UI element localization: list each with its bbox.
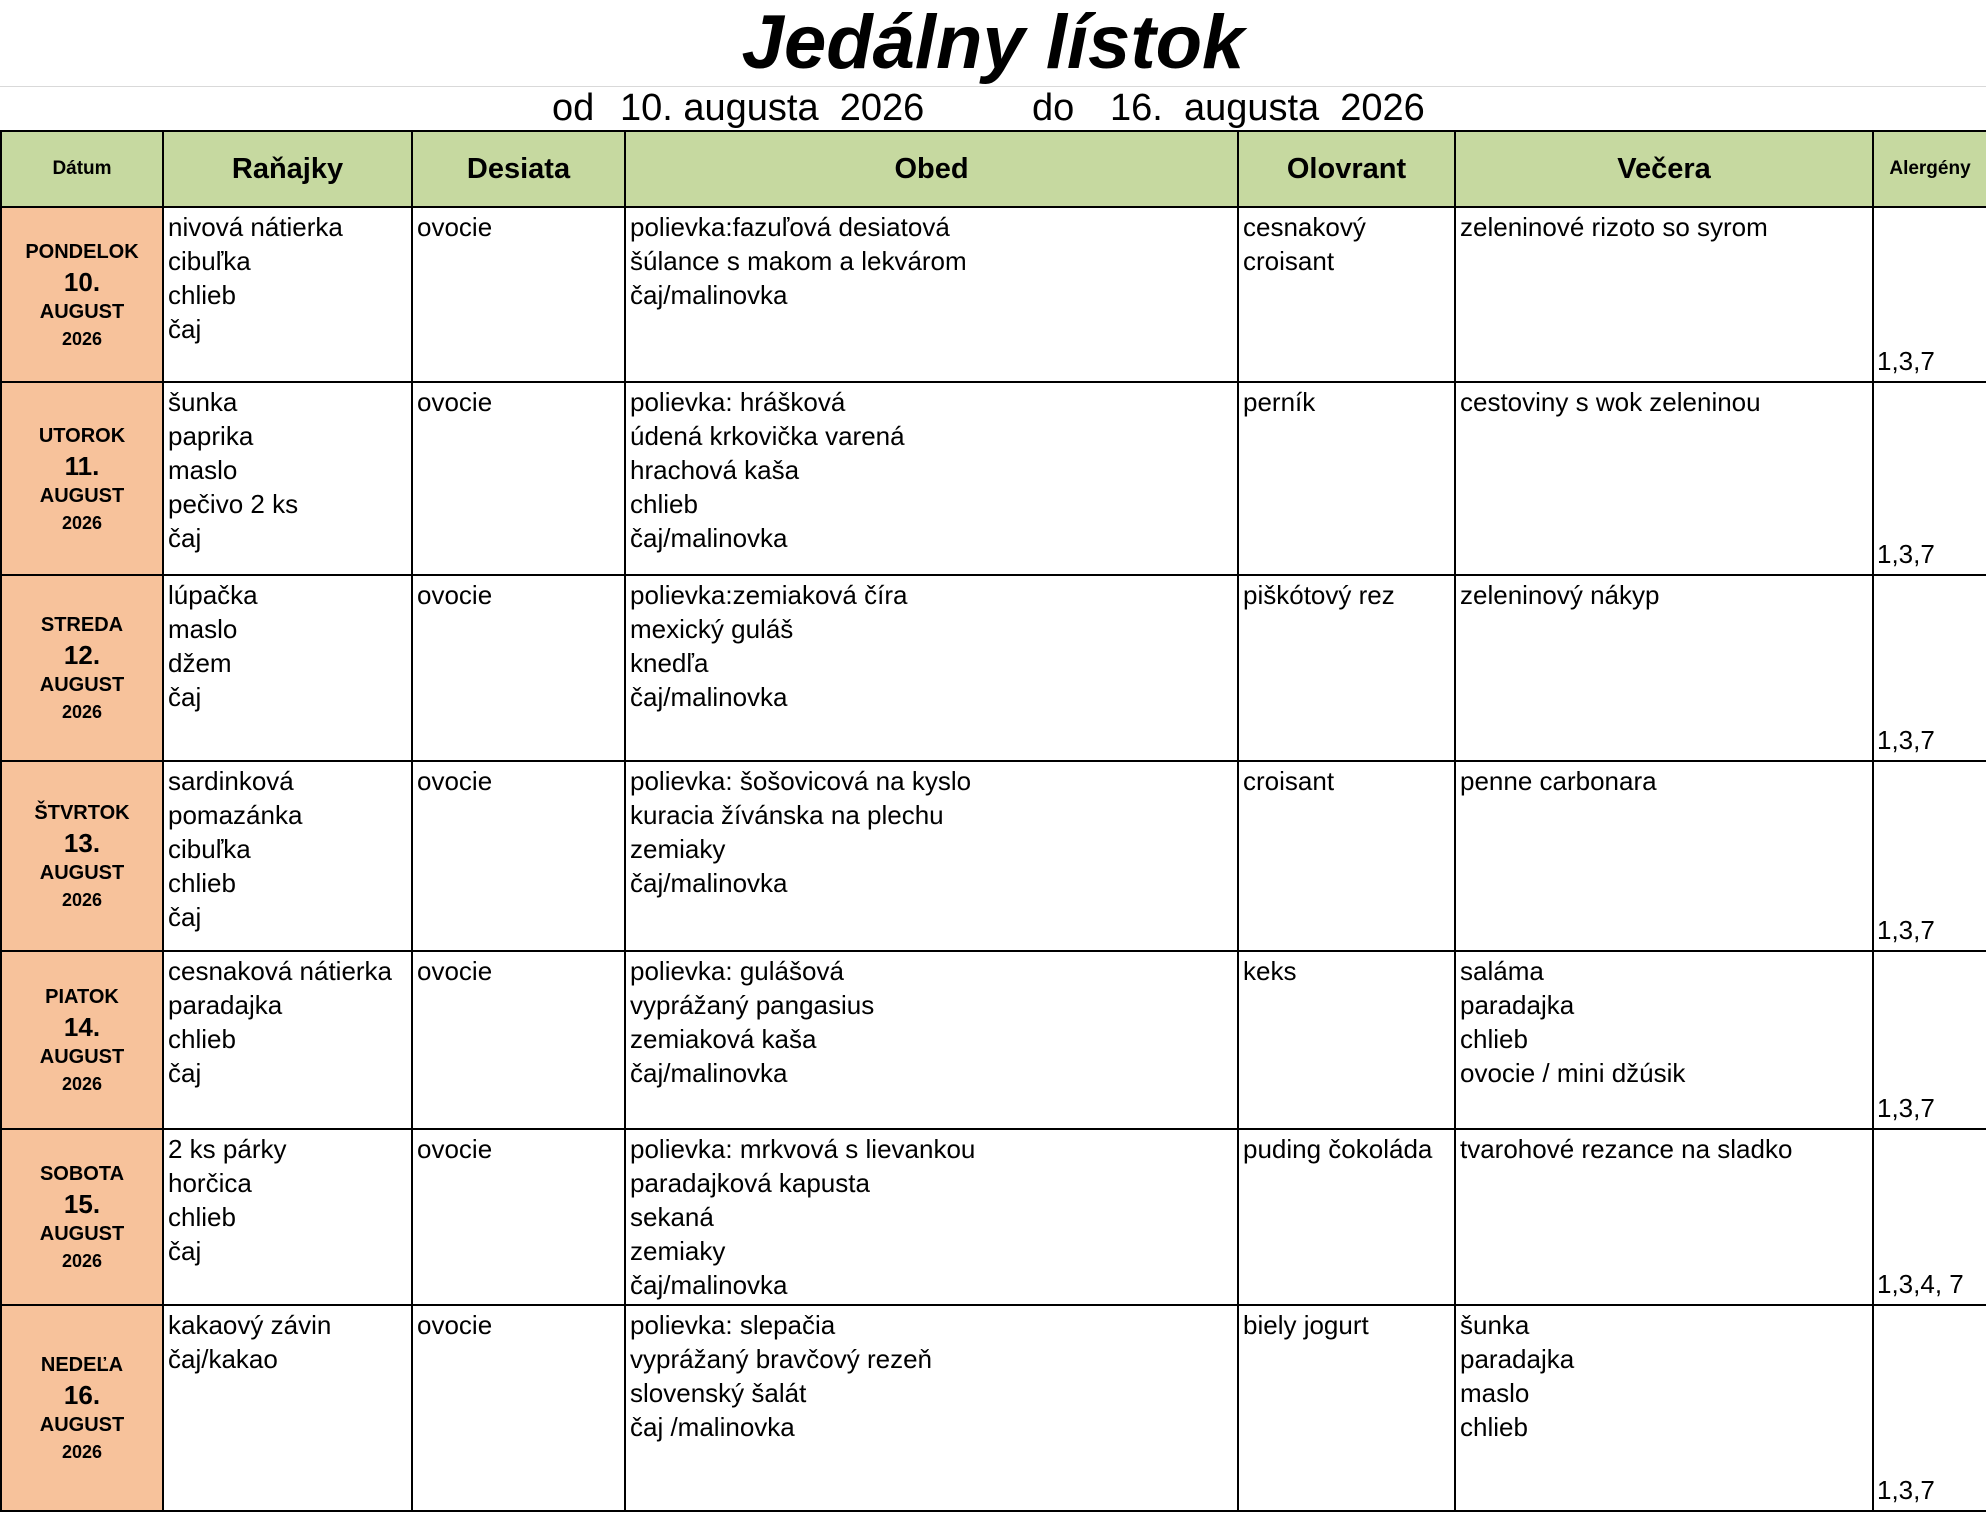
menu-item: hrachová kaša xyxy=(630,455,800,485)
menu-item: chlieb xyxy=(168,868,236,898)
desiata-cell xyxy=(412,1129,625,1305)
period-line xyxy=(0,86,1986,130)
menu-item: biely jogurt xyxy=(1243,1310,1369,1340)
menu-item: čaj xyxy=(168,902,202,932)
menu-item: polievka: slepačia xyxy=(630,1310,836,1340)
allergen-cell xyxy=(1873,207,1986,382)
allergen-cell xyxy=(1873,1129,1986,1305)
menu-item: sekaná xyxy=(630,1202,714,1232)
menu-item: ovocie xyxy=(417,212,493,242)
menu-item: chlieb xyxy=(630,489,698,519)
allergen-cell xyxy=(1873,575,1986,761)
menu-item: zeleninový nákyp xyxy=(1460,580,1660,610)
date-cell xyxy=(1,207,163,382)
menu-item: zemiaky xyxy=(630,1236,726,1266)
desiata-cell xyxy=(412,1305,625,1511)
header-row xyxy=(1,131,1986,207)
menu-item: horčica xyxy=(168,1168,252,1198)
period-from-label: od xyxy=(552,87,595,129)
year: 2026 xyxy=(61,702,103,722)
vecera-cell xyxy=(1455,1129,1873,1305)
menu-item: zemiaková kaša xyxy=(630,1024,817,1054)
menu-item: ovocie xyxy=(417,766,493,796)
year: 2026 xyxy=(61,1251,103,1271)
allergen-cell xyxy=(1873,1305,1986,1511)
header-obed: Obed xyxy=(625,131,1238,207)
menu-item: šunka xyxy=(1460,1310,1530,1340)
menu-item: polievka:fazuľová desiatová xyxy=(630,212,950,242)
menu-item: nivová nátierka xyxy=(168,212,343,242)
vecera-cell xyxy=(1455,761,1873,951)
ranajky-cell xyxy=(163,207,412,382)
ranajky-cell xyxy=(163,951,412,1129)
obed-cell xyxy=(625,575,1238,761)
header-vecera: Večera xyxy=(1455,131,1873,207)
date-cell xyxy=(1,1129,163,1305)
menu-item: čaj/malinovka xyxy=(630,682,788,712)
menu-item: ovocie xyxy=(417,956,493,986)
vecera-cell xyxy=(1455,575,1873,761)
header-ranajky: Raňajky xyxy=(163,131,412,207)
month: AUGUST xyxy=(39,1414,125,1436)
obed-cell xyxy=(625,1305,1238,1511)
allergen-codes: 1,3,7 xyxy=(1877,539,1935,569)
ranajky-cell xyxy=(163,1305,412,1511)
menu-item: čaj xyxy=(168,682,202,712)
table-row xyxy=(1,575,1986,761)
year: 2026 xyxy=(61,328,103,349)
date-cell xyxy=(1,761,163,951)
vecera-cell xyxy=(1455,951,1873,1129)
menu-item: chlieb xyxy=(168,1024,236,1054)
menu-item: pečivo 2 ks xyxy=(168,489,299,519)
menu-item: čaj/malinovka xyxy=(630,280,788,310)
header-alergeny: Alergény xyxy=(1873,131,1986,207)
desiata-cell xyxy=(412,382,625,575)
menu-item: čaj xyxy=(168,523,202,553)
vecera-cell xyxy=(1455,207,1873,382)
day-number: 11. xyxy=(64,450,100,481)
menu-item: cestoviny s wok zeleninou xyxy=(1460,387,1761,417)
olovrant-cell xyxy=(1238,207,1455,382)
year: 2026 xyxy=(61,890,103,910)
obed-cell xyxy=(625,382,1238,575)
menu-item: kakaový závin xyxy=(168,1310,332,1340)
menu-item: polievka: šošovicová na kyslo xyxy=(630,766,972,796)
menu-item: piškótový rez xyxy=(1243,580,1395,610)
menu-item: ovocie xyxy=(417,580,493,610)
menu-item: zeleninové rizoto so syrom xyxy=(1460,212,1768,242)
desiata-cell xyxy=(412,761,625,951)
day-number: 15. xyxy=(63,1189,101,1219)
day-number: 10. xyxy=(63,266,101,297)
period-to-date: 16. augusta 2026 xyxy=(1110,87,1425,129)
menu-item: ovocie xyxy=(417,1310,493,1340)
table-row xyxy=(1,951,1986,1129)
menu-item: čaj/malinovka xyxy=(630,868,788,898)
obed-cell xyxy=(625,1129,1238,1305)
menu-item: kuracia žívánska na plechu xyxy=(630,800,944,830)
menu-item: chlieb xyxy=(168,1202,236,1232)
desiata-cell xyxy=(412,207,625,382)
menu-item: sardinková xyxy=(168,766,294,796)
menu-item: penne carbonara xyxy=(1460,766,1657,796)
menu-item: čaj xyxy=(168,1058,202,1088)
menu-item: šúlance s makom a lekvárom xyxy=(630,246,967,276)
menu-item: paradajka xyxy=(1460,1344,1575,1374)
menu-item: 2 ks párky xyxy=(168,1134,287,1164)
menu-item: cesnakový xyxy=(1243,212,1366,242)
menu-item: perník xyxy=(1243,387,1316,417)
olovrant-cell xyxy=(1238,1305,1455,1511)
menu-item: paprika xyxy=(168,421,254,451)
menu-item: čaj xyxy=(168,314,202,344)
table-row xyxy=(1,207,1986,382)
ranajky-cell xyxy=(163,1129,412,1305)
menu-item: čaj/kakao xyxy=(168,1344,278,1374)
weekday: ŠTVRTOK xyxy=(34,802,130,824)
menu-item: croisant xyxy=(1243,246,1335,276)
month: AUGUST xyxy=(39,1046,125,1068)
obed-cell xyxy=(625,761,1238,951)
month: AUGUST xyxy=(39,674,125,696)
menu-table xyxy=(0,130,1986,1512)
year: 2026 xyxy=(61,1074,103,1094)
allergen-codes: 1,3,4, 7 xyxy=(1877,1269,1964,1299)
allergen-cell xyxy=(1873,382,1986,575)
menu-item: pomazánka xyxy=(168,800,303,830)
date-cell xyxy=(1,382,163,575)
menu-item: puding čokoláda xyxy=(1243,1134,1433,1164)
table-row xyxy=(1,1305,1986,1511)
vecera-cell xyxy=(1455,382,1873,575)
menu-item: ovocie xyxy=(417,1134,493,1164)
menu-item: zemiaky xyxy=(630,834,726,864)
menu-item: paradajka xyxy=(168,990,283,1020)
month: AUGUST xyxy=(39,300,125,323)
weekday: SOBOTA xyxy=(39,1163,125,1185)
obed-cell xyxy=(625,207,1238,382)
vecera-cell xyxy=(1455,1305,1873,1511)
ranajky-cell xyxy=(163,761,412,951)
weekday: NEDEĽA xyxy=(40,1354,124,1376)
weekday: STREDA xyxy=(40,614,124,636)
menu-item: mexický guláš xyxy=(630,614,794,644)
date-cell xyxy=(1,1305,163,1511)
day-number: 12. xyxy=(63,640,101,670)
menu-item: čaj/malinovka xyxy=(630,523,788,553)
day-number: 14. xyxy=(63,1012,101,1042)
menu-item: údená krkovička varená xyxy=(630,421,905,451)
month: AUGUST xyxy=(39,484,125,507)
day-number: 13. xyxy=(63,828,101,858)
menu-item: paradajková kapusta xyxy=(630,1168,870,1198)
menu-item: ovocie xyxy=(417,387,493,417)
menu-item: čaj/malinovka xyxy=(630,1058,788,1088)
allergen-codes: 1,3,7 xyxy=(1877,1475,1935,1505)
olovrant-cell xyxy=(1238,951,1455,1129)
desiata-cell xyxy=(412,951,625,1129)
menu-item: chlieb xyxy=(1460,1024,1528,1054)
olovrant-cell xyxy=(1238,382,1455,575)
menu-item: čaj /malinovka xyxy=(630,1412,795,1442)
menu-item: tvarohové rezance na sladko xyxy=(1460,1134,1793,1164)
year: 2026 xyxy=(61,1442,103,1462)
date-cell xyxy=(1,575,163,761)
menu-item: slovenský šalát xyxy=(630,1378,807,1408)
allergen-cell xyxy=(1873,761,1986,951)
menu-item: cesnaková nátierka xyxy=(168,956,393,986)
period-to-label: do xyxy=(1032,87,1075,129)
menu-item: chlieb xyxy=(168,280,236,310)
olovrant-cell xyxy=(1238,575,1455,761)
menu-item: keks xyxy=(1243,956,1297,986)
ranajky-cell xyxy=(163,382,412,575)
menu-item: vyprážaný bravčový rezeň xyxy=(630,1344,933,1374)
menu-item: knedľa xyxy=(630,648,709,678)
menu-item: polievka: hrášková xyxy=(630,387,846,417)
table-row xyxy=(1,761,1986,951)
header-datum: Dátum xyxy=(1,131,163,207)
table-row xyxy=(1,1129,1986,1305)
month: AUGUST xyxy=(39,862,125,884)
year: 2026 xyxy=(61,512,103,533)
menu-item: polievka:zemiaková číra xyxy=(630,580,908,610)
allergen-codes: 1,3,7 xyxy=(1877,915,1935,945)
menu-item: croisant xyxy=(1243,766,1335,796)
ranajky-cell xyxy=(163,575,412,761)
header-olovrant: Olovrant xyxy=(1238,131,1455,207)
menu-item: čaj/malinovka xyxy=(630,1270,788,1300)
header-desiata: Desiata xyxy=(412,131,625,207)
menu-item: džem xyxy=(168,648,232,678)
period-from-date: 10. augusta 2026 xyxy=(620,87,925,129)
olovrant-cell xyxy=(1238,761,1455,951)
menu-item: cibuľka xyxy=(168,246,251,276)
menu-item: maslo xyxy=(168,455,238,485)
menu-item: saláma xyxy=(1460,956,1544,986)
allergen-codes: 1,3,7 xyxy=(1877,725,1935,755)
day-number: 16. xyxy=(63,1380,101,1410)
menu-item: čaj xyxy=(168,1236,202,1266)
menu-item: ovocie / mini džúsik xyxy=(1460,1058,1686,1088)
obed-cell xyxy=(625,951,1238,1129)
menu-item: šunka xyxy=(168,387,238,417)
table-row xyxy=(1,382,1986,575)
weekday: PONDELOK xyxy=(25,240,139,263)
date-cell xyxy=(1,951,163,1129)
menu-item: paradajka xyxy=(1460,990,1575,1020)
menu-item: cibuľka xyxy=(168,834,251,864)
menu-item: chlieb xyxy=(1460,1412,1528,1442)
menu-item: vyprážaný pangasius xyxy=(630,990,875,1020)
weekday: PIATOK xyxy=(45,986,119,1008)
allergen-codes: 1,3,7 xyxy=(1877,1093,1935,1123)
menu-item: lúpačka xyxy=(168,580,258,610)
olovrant-cell xyxy=(1238,1129,1455,1305)
page-title: Jedálny lístok xyxy=(0,0,1986,87)
allergen-cell xyxy=(1873,951,1986,1129)
desiata-cell xyxy=(412,575,625,761)
menu-item: polievka: gulášová xyxy=(630,956,844,986)
menu-item: polievka: mrkvová s lievankou xyxy=(630,1134,976,1164)
menu-item: maslo xyxy=(1460,1378,1530,1408)
weekday: UTOROK xyxy=(38,424,126,447)
month: AUGUST xyxy=(39,1223,125,1245)
menu-item: maslo xyxy=(168,614,238,644)
allergen-codes: 1,3,7 xyxy=(1877,346,1935,376)
